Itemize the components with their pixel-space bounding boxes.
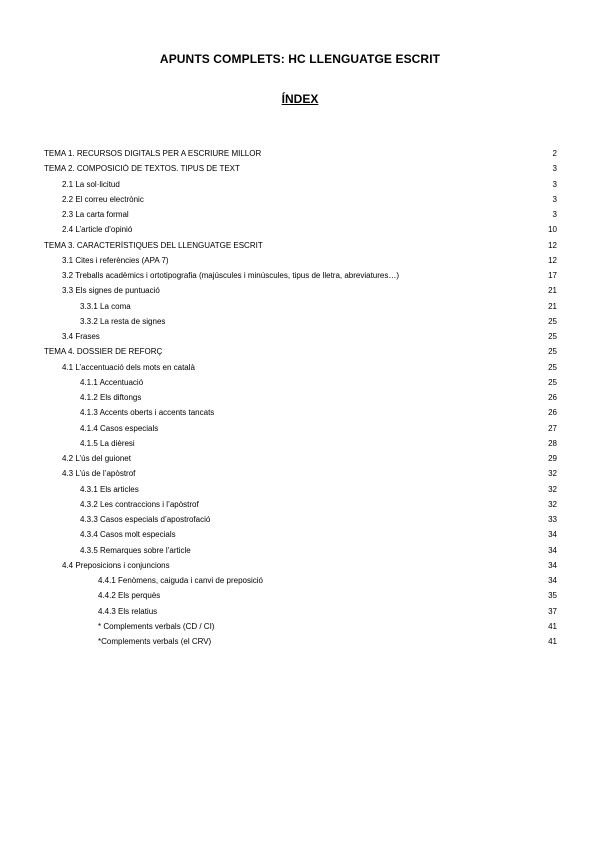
- toc-entry[interactable]: [44, 161, 557, 176]
- toc-entry-page: 32: [548, 484, 557, 494]
- toc-entry[interactable]: [44, 634, 557, 649]
- toc-entry-label: TEMA 4. DOSSIER DE REFORÇ: [44, 347, 163, 357]
- toc-entry[interactable]: [44, 238, 557, 253]
- toc-entry[interactable]: [44, 527, 557, 542]
- toc-entry[interactable]: [44, 146, 557, 161]
- toc-entry[interactable]: [44, 268, 557, 283]
- toc-entry-label: 4.3.2 Les contraccions i l’apòstrof: [80, 499, 199, 509]
- toc-entry[interactable]: [44, 558, 557, 573]
- toc-entry[interactable]: [44, 344, 557, 359]
- toc-entry-page: 3: [552, 179, 557, 189]
- toc-entry[interactable]: [44, 375, 557, 390]
- toc-entry-label: 3.3 Els signes de puntuació: [62, 286, 160, 296]
- toc-entry-page: 21: [548, 301, 557, 311]
- toc-entry-page: 12: [548, 255, 557, 265]
- toc-entry[interactable]: [44, 573, 557, 588]
- toc-entry-label: 4.1.3 Accents oberts i accents tancats: [80, 408, 215, 418]
- toc-entry-page: 25: [548, 377, 557, 387]
- document-title: APUNTS COMPLETS: HC LLENGUATGE ESCRIT: [159, 52, 441, 66]
- toc-entry[interactable]: [44, 329, 557, 344]
- toc-entry[interactable]: [44, 588, 557, 603]
- table-of-contents: [44, 146, 557, 649]
- toc-entry-label: 3.2 Treballs acadèmics i ortotipografia (majúscules i minúscules, tipus de lletra, abreviatures…): [62, 271, 400, 281]
- toc-entry-page: 3: [552, 194, 557, 204]
- toc-entry-page: 3: [552, 210, 557, 220]
- toc-entry[interactable]: [44, 497, 557, 512]
- toc-entry-page: 25: [548, 332, 557, 342]
- toc-entry-label: 4.1.1 Accentuació: [80, 377, 144, 387]
- toc-entry-label: * Complements verbals (CD / CI): [98, 621, 215, 631]
- toc-entry-label: TEMA 1. RECURSOS DIGITALS PER A ESCRIURE MILLOR: [44, 149, 262, 159]
- toc-entry-label: *Complements verbals (el CRV): [98, 637, 212, 647]
- toc-entry-page: 26: [548, 408, 557, 418]
- toc-entry-label: TEMA 2. COMPOSICIÓ DE TEXTOS. TIPUS DE TEXT: [44, 164, 240, 174]
- toc-entry-page: 37: [548, 606, 557, 616]
- toc-entry-page: 32: [548, 469, 557, 479]
- toc-entry-page: 34: [548, 530, 557, 540]
- toc-entry-label: 4.1.5 La dièresi: [80, 438, 135, 448]
- toc-entry-label: 2.4 L’article d’opinió: [62, 225, 133, 235]
- toc-entry-page: 2: [552, 149, 557, 159]
- toc-entry-label: 4.4.1 Fenòmens, caiguda i canvi de preposició: [98, 576, 263, 586]
- toc-entry-label: TEMA 3. CARACTERÍSTIQUES DEL LLENGUATGE ESCRIT: [44, 240, 263, 250]
- toc-entry[interactable]: [44, 390, 557, 405]
- toc-entry-page: 29: [548, 454, 557, 464]
- toc-entry-page: 26: [548, 393, 557, 403]
- toc-entry[interactable]: [44, 451, 557, 466]
- toc-entry-label: 4.4.3 Els relatius: [98, 606, 158, 616]
- toc-entry[interactable]: [44, 207, 557, 222]
- toc-entry-page: 25: [548, 347, 557, 357]
- toc-entry-label: 3.3.2 La resta de signes: [80, 316, 166, 326]
- toc-entry-label: 3.1 Cites i referències (APA 7): [62, 255, 169, 265]
- toc-entry-page: 41: [548, 637, 557, 647]
- toc-entry[interactable]: [44, 177, 557, 192]
- toc-entry[interactable]: [44, 466, 557, 481]
- toc-entry-page: 10: [548, 225, 557, 235]
- toc-entry-page: 27: [548, 423, 557, 433]
- toc-entry[interactable]: [44, 299, 557, 314]
- toc-entry[interactable]: [44, 436, 557, 451]
- toc-entry-label: 2.1 La sol·licitud: [62, 179, 120, 189]
- toc-entry-label: 4.2 L’ús del guionet: [62, 454, 131, 464]
- toc-entry[interactable]: [44, 283, 557, 298]
- toc-entry-page: 34: [548, 545, 557, 555]
- toc-entry-label: 3.4 Frases: [62, 332, 100, 342]
- toc-entry[interactable]: [44, 543, 557, 558]
- toc-entry-label: 4.3.4 Casos molt especials: [80, 530, 176, 540]
- toc-entry-page: 3: [552, 164, 557, 174]
- toc-entry[interactable]: [44, 405, 557, 420]
- toc-entry-label: 4.4.2 Els perquès: [98, 591, 161, 601]
- toc-entry-label: 4.4 Preposicions i conjuncions: [62, 560, 170, 570]
- toc-entry-label: 4.1 L’accentuació dels mots en català: [62, 362, 195, 372]
- toc-entry-page: 32: [548, 499, 557, 509]
- toc-entry-label: 4.1.2 Els diftongs: [80, 393, 142, 403]
- toc-entry[interactable]: [44, 482, 557, 497]
- toc-entry-label: 4.3 L’ús de l’apòstrof: [62, 469, 136, 479]
- toc-entry[interactable]: [44, 192, 557, 207]
- toc-entry-page: 35: [548, 591, 557, 601]
- toc-entry-label: 4.3.3 Casos especials d’apostrofació: [80, 515, 211, 525]
- toc-entry-page: 34: [548, 576, 557, 586]
- toc-entry-page: 21: [548, 286, 557, 296]
- toc-entry-page: 25: [548, 362, 557, 372]
- toc-entry-page: 33: [548, 515, 557, 525]
- toc-entry[interactable]: [44, 222, 557, 237]
- toc-entry-label: 4.3.1 Els articles: [80, 484, 139, 494]
- toc-entry[interactable]: [44, 512, 557, 527]
- toc-entry-label: 2.2 El correu electrònic: [62, 194, 144, 204]
- toc-entry[interactable]: [44, 619, 557, 634]
- toc-entry-page: 28: [548, 438, 557, 448]
- toc-entry-label: 3.3.1 La coma: [80, 301, 131, 311]
- toc-entry-label: 2.3 La carta formal: [62, 210, 129, 220]
- toc-entry-page: 12: [548, 240, 557, 250]
- toc-entry-page: 17: [548, 271, 557, 281]
- toc-entry-label: 4.1.4 Casos especials: [80, 423, 159, 433]
- toc-entry-label: 4.3.5 Remarques sobre l’article: [80, 545, 191, 555]
- toc-entry-page: 25: [548, 316, 557, 326]
- toc-entry-page: 34: [548, 560, 557, 570]
- toc-entry[interactable]: [44, 604, 557, 619]
- toc-entry[interactable]: [44, 253, 557, 268]
- toc-entry-page: 41: [548, 621, 557, 631]
- toc-entry[interactable]: [44, 360, 557, 375]
- toc-entry[interactable]: [44, 421, 557, 436]
- toc-entry[interactable]: [44, 314, 557, 329]
- index-heading: ÍNDEX: [281, 92, 319, 106]
